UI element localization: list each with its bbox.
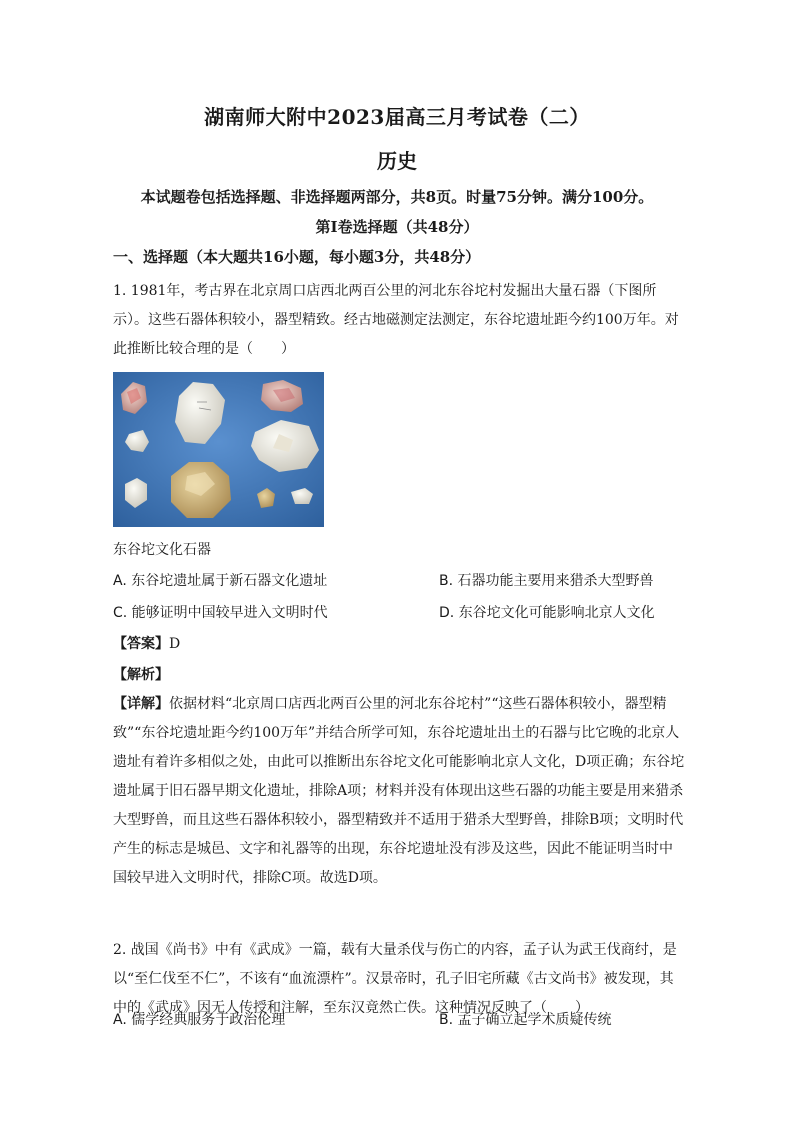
stone-tools-photo xyxy=(113,372,324,527)
answer-label: 【答案】 xyxy=(113,636,169,652)
exam-title: 湖南师大附中2023届高三月考试卷（二） xyxy=(204,105,590,129)
detail-text: 依据材料“北京周口店西北两百公里的河北东谷坨村”“这些石器体积较小，器型精致”“东谷坨遗址距今约100万年”并结合所学可知，东谷坨遗址出土的石器与比它晚的北京人遗址有着许多相似之处，由此可以推断出东谷坨文化可能影响北京人文化，D项正确；东谷坨遗址属于旧石器早期文化遗址，排除A项；材料并没有体现出这些石器的功能主要是用来猎杀大型野兽，而且这些石器体积较小，器型精致并不适用于猎杀大型野兽，排除B项；文明时代产生的标志是城邑、文字和礼器等的出现，东谷坨遗址没有涉及这些，因此不能证明当时中国较早进入文明时代，排除C项。故选D项。 xyxy=(113,696,685,886)
exam-info: 本试题卷包括选择题、非选择题两部分，共8页。时量75分钟。满分100分。 xyxy=(140,188,654,206)
q1-option-d[interactable]: D. 东谷坨文化可能影响北京人文化 xyxy=(439,605,655,621)
q1-option-b[interactable]: B. 石器功能主要用来猎杀大型野兽 xyxy=(439,573,654,589)
exam-subject: 历史 xyxy=(377,149,417,173)
photo-caption: 东谷坨文化石器 xyxy=(113,542,211,558)
detail-label: 【详解】 xyxy=(113,696,169,712)
q1-stem: 1. 1981年，考古界在北京周口店西北两百公里的河北东谷坨村发掘出大量石器（下图所示）。这些石器体积较小，器型精致。经古地磁测定法测定，东谷坨遗址距今约100万年。对此推断比较合理的是（ ） xyxy=(113,283,679,357)
q2-option-a[interactable]: A. 儒学经典服务于政治伦理 xyxy=(113,1012,286,1028)
part-title: 第I卷选择题（共48分） xyxy=(315,218,479,236)
q2-option-b[interactable]: B. 孟子确立起学术质疑传统 xyxy=(439,1012,612,1028)
section-title: 一、选择题（本大题共16小题，每小题3分，共48分） xyxy=(113,248,481,266)
q1-option-c[interactable]: C. 能够证明中国较早进入文明时代 xyxy=(113,605,328,621)
q2-stem: 2. 战国《尚书》中有《武成》一篇，载有大量杀伐与伤亡的内容，孟子认为武王伐商纣，是以“至仁伐至不仁”，不该有“血流漂杵”。汉景帝时，孔子旧宅所藏《古文尚书》被发现，其中的《武成》因无人传授和注解，至东汉竟然亡佚。这种情况反映了（ ） xyxy=(113,942,677,1016)
q1-detail xyxy=(113,690,685,893)
q1-answer xyxy=(113,633,180,653)
q1-option-a[interactable]: A. 东谷坨遗址属于新石器文化遗址 xyxy=(113,573,328,589)
answer-value: D xyxy=(169,636,181,652)
q1-analysis-label: 【解析】 xyxy=(113,667,169,683)
